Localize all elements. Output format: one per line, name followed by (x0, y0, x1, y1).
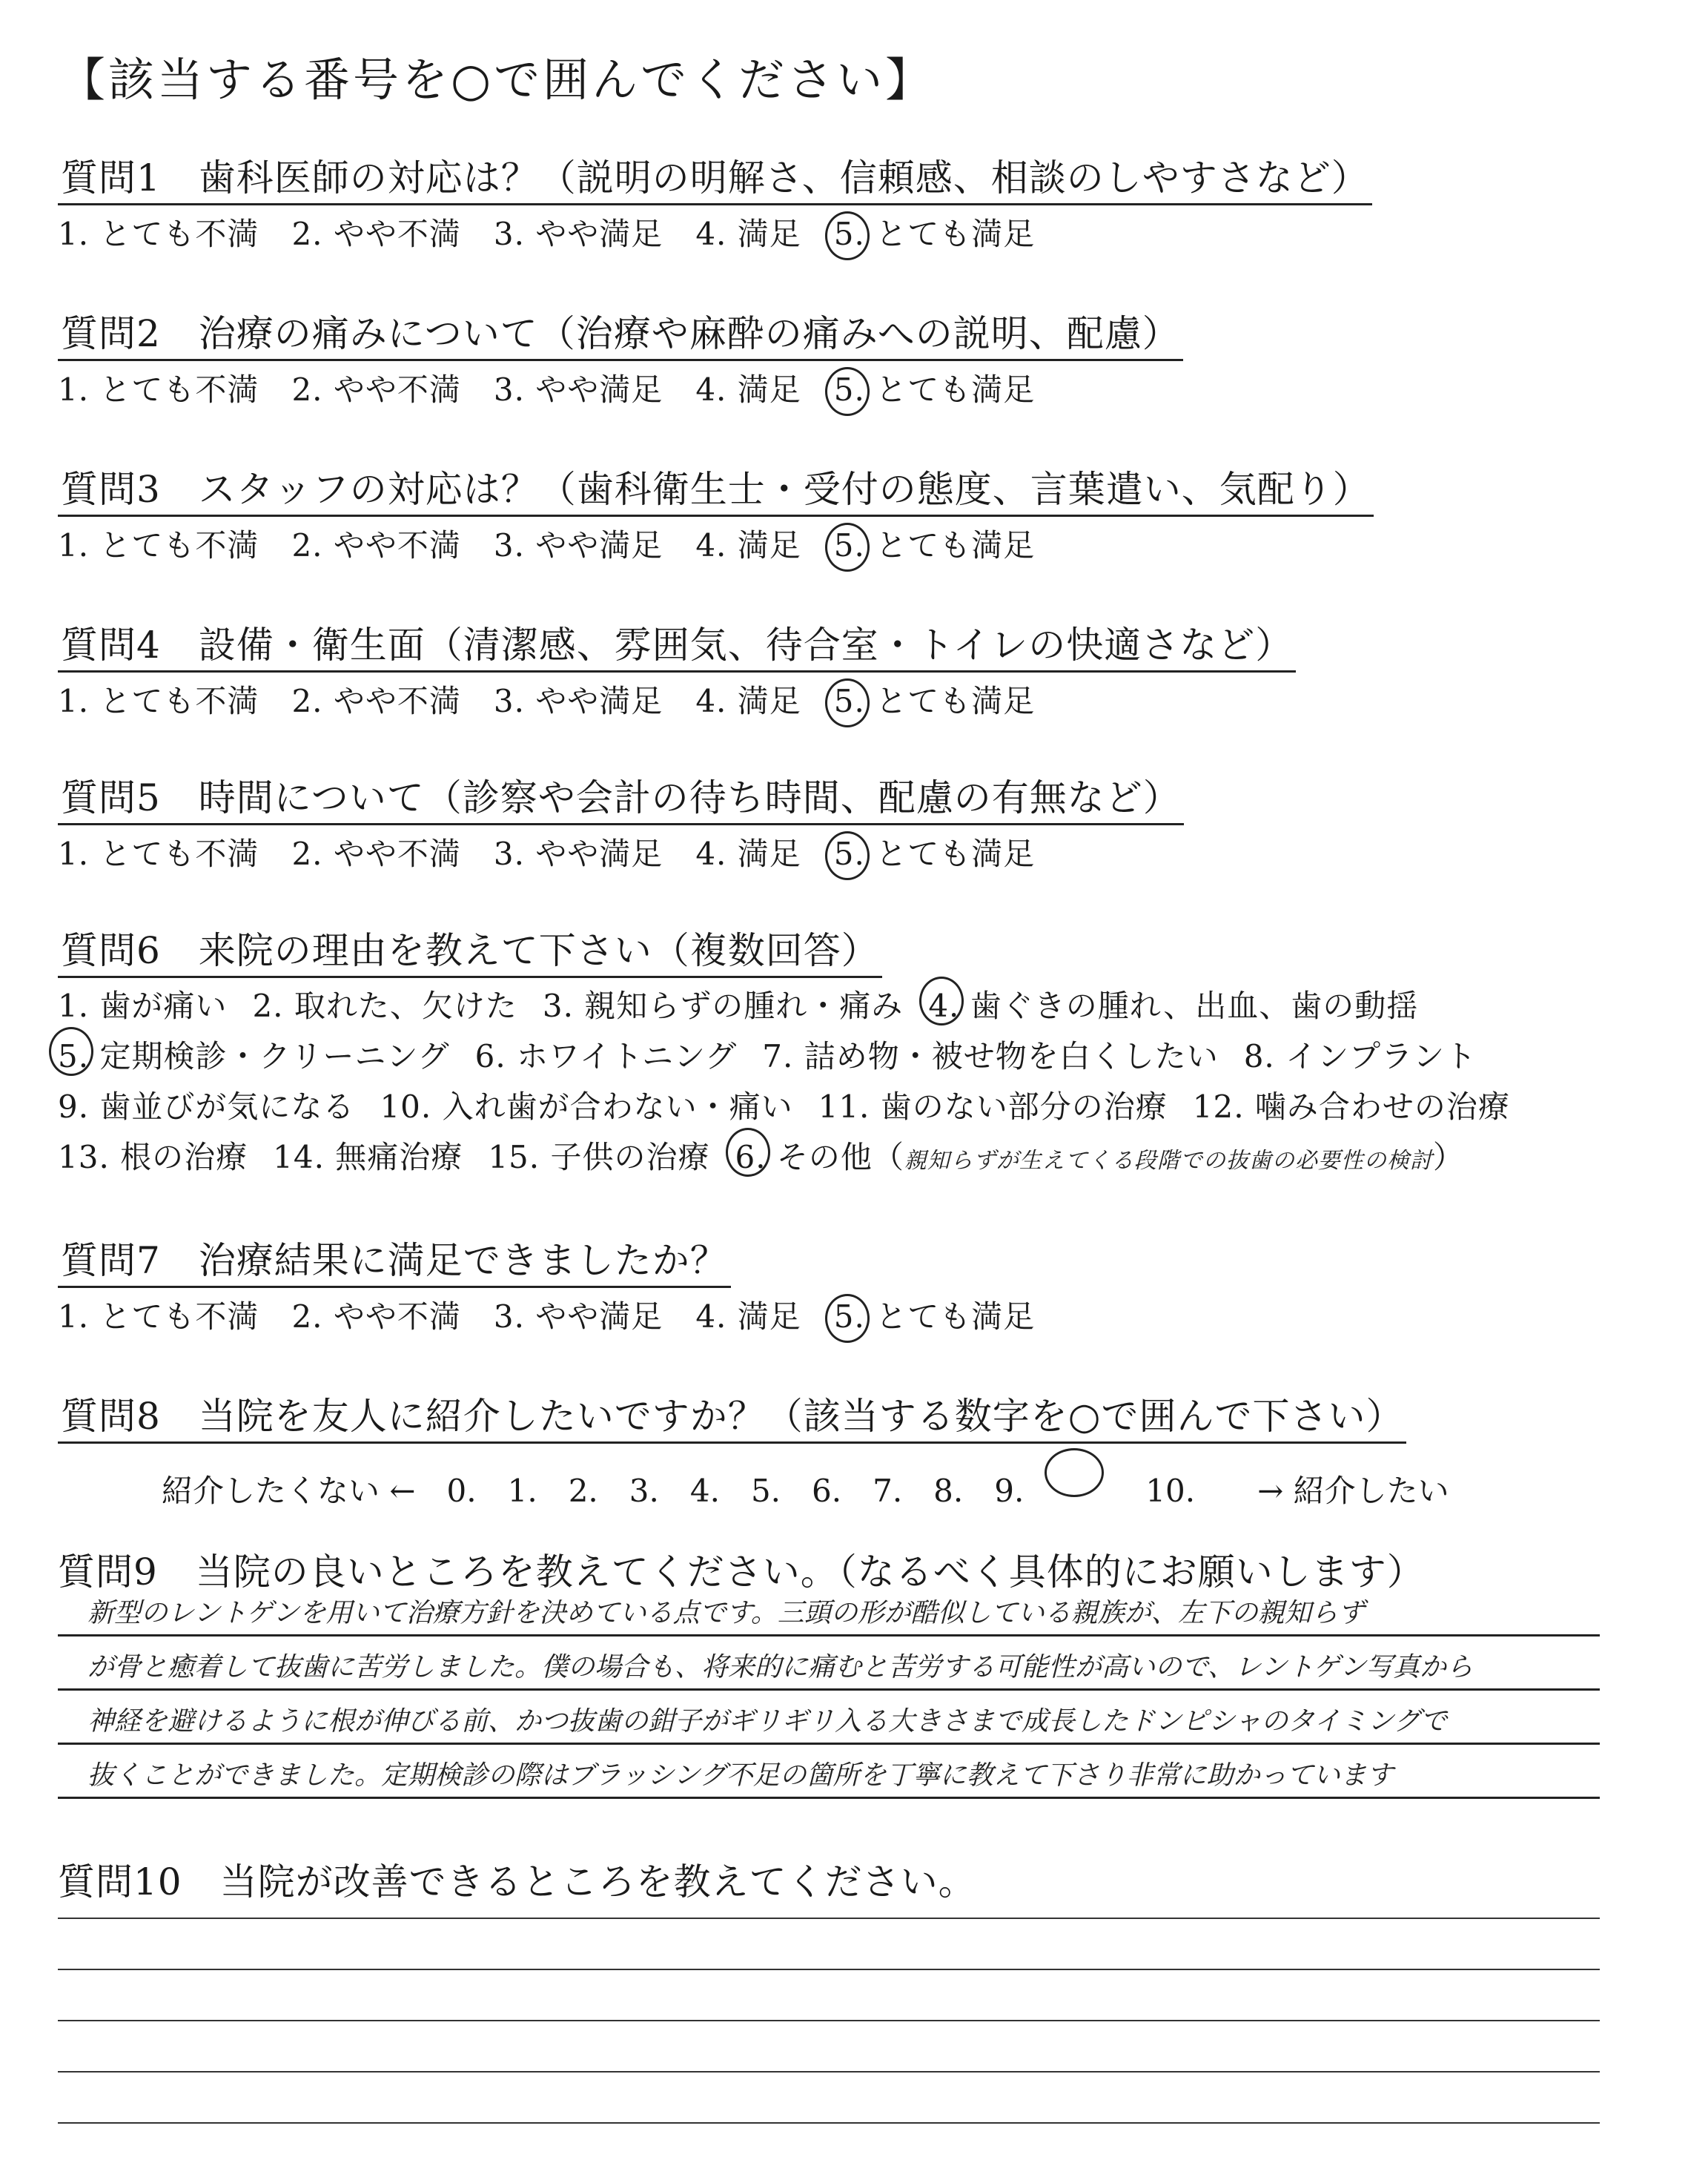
scale-left-label: 紹介したくない ← (162, 1473, 416, 1509)
option-3[interactable]: 3. やや満足 (493, 216, 663, 252)
question-1-title: 質問1 歯科医師の対応は？（説明の明解さ、信頼感、相談のしやすさなど） (58, 148, 1372, 205)
scale-right-label: → 紹介したい (1257, 1473, 1449, 1509)
option-1[interactable]: 1. とても不満 (58, 216, 259, 252)
option-5-selected[interactable]: 5. とても満足 (834, 677, 1035, 721)
question-8-title: 質問8 当院を友人に紹介したいですか？（該当する数字を○で囲んで下さい） (58, 1387, 1406, 1444)
option-2[interactable]: 2. やや不満 (291, 527, 461, 564)
reason-12[interactable]: 12. 噛み合わせの治療 (1192, 1089, 1510, 1125)
answer-circle (919, 977, 964, 1025)
option-1[interactable]: 1. とても不満 (58, 527, 259, 564)
reason-other-selected[interactable]: 6. その他（親知らずが生えてくる段階での抜歯の必要性の検討） (735, 1132, 1464, 1186)
option-2[interactable]: 2. やや不満 (291, 216, 461, 252)
reason-10[interactable]: 10. 入れ歯が合わない・痛い (380, 1089, 793, 1125)
reason-3[interactable]: 3. 親知らずの腫れ・痛み (542, 988, 904, 1024)
answer-circle (825, 367, 870, 416)
option-4[interactable]: 4. 満足 (695, 836, 801, 872)
score-1[interactable]: 1. (507, 1473, 537, 1509)
question-2-title: 質問2 治療の痛みについて（治療や麻酔の痛みへの説明、配慮） (58, 304, 1183, 361)
option-5-selected[interactable]: 5. とても満足 (834, 1292, 1035, 1337)
option-1[interactable]: 1. とても不満 (58, 371, 259, 408)
option-3[interactable]: 3. やや満足 (493, 527, 663, 564)
answer-line-3: 神経を避けるように根が伸びる前、かつ抜歯の鉗子がギリギリ入る大きさまで成長したドンピシャのタイミングで (87, 1706, 1447, 1737)
option-4[interactable]: 4. 満足 (695, 683, 801, 719)
question-9-title: 質問9 当院の良いところを教えてください。（なるべく具体的にお願いします） (58, 1550, 1425, 1593)
option-3[interactable]: 3. やや満足 (493, 836, 663, 872)
page-heading: 【該当する番号を○で囲んでください】 (59, 53, 935, 107)
question-4 (58, 615, 1678, 721)
option-2[interactable]: 2. やや不満 (291, 683, 461, 719)
option-2[interactable]: 2. やや不満 (291, 836, 461, 872)
score-0[interactable]: 0. (446, 1473, 477, 1509)
question-3-title: 質問3 スタッフの対応は？（歯科衛生士・受付の態度、言葉遣い、気配り） (58, 460, 1374, 517)
question-1 (58, 148, 1678, 254)
score-6[interactable]: 6. (812, 1473, 842, 1509)
option-4[interactable]: 4. 満足 (695, 371, 801, 408)
answer-line-2: が骨と癒着して抜歯に苦労しました。僕の場合も、将来的に痛むと苦労する可能性が高いので、レントゲン写真から (87, 1652, 1473, 1682)
question-3 (58, 460, 1678, 566)
reason-4-selected[interactable]: 4. 歯ぐきの腫れ、出血、歯の動揺 (928, 981, 1418, 1031)
reason-11[interactable]: 11. 歯のない部分の治療 (818, 1089, 1168, 1125)
question-9-answer-area[interactable] (58, 1575, 1600, 1799)
answer-line-blank-3[interactable] (58, 2020, 1600, 2021)
question-10 (58, 1852, 1678, 1906)
question-6 (58, 921, 1678, 1186)
question-1-options (58, 210, 1678, 254)
score-8[interactable]: 8. (933, 1473, 964, 1509)
option-5-selected[interactable]: 5. とても満足 (834, 366, 1035, 410)
question-7-options (58, 1292, 1678, 1337)
answer-circle (825, 523, 870, 572)
other-handwritten-answer: 親知らずが生えてくる段階での抜歯の必要性の検討 (904, 1148, 1433, 1174)
option-4[interactable]: 4. 満足 (695, 216, 801, 252)
answer-circle (1045, 1448, 1104, 1497)
answer-circle (825, 678, 870, 727)
question-6-row-4 (58, 1132, 1678, 1186)
question-4-options (58, 677, 1678, 721)
answer-line-blank-2[interactable] (58, 1969, 1600, 1970)
score-7[interactable]: 7. (873, 1473, 903, 1509)
score-5[interactable]: 5. (750, 1473, 781, 1509)
reason-15[interactable]: 15. 子供の治療 (488, 1139, 710, 1175)
option-5-selected[interactable]: 5. とても満足 (834, 521, 1035, 566)
question-2-options (58, 366, 1678, 410)
answer-circle (825, 1294, 870, 1343)
option-3[interactable]: 3. やや満足 (493, 371, 663, 408)
option-3[interactable]: 3. やや満足 (493, 683, 663, 719)
question-10-title: 質問10 当院が改善できるところを教えてください。 (58, 1860, 976, 1903)
option-4[interactable]: 4. 満足 (695, 1298, 801, 1335)
reason-14[interactable]: 14. 無痛治療 (273, 1139, 463, 1175)
score-10-selected[interactable]: 10. (1055, 1453, 1226, 1509)
reason-2[interactable]: 2. 取れた、欠けた (252, 988, 517, 1024)
question-6-row-2 (58, 1031, 1678, 1082)
option-1[interactable]: 1. とても不満 (58, 683, 259, 719)
question-6-row-3 (58, 1082, 1678, 1132)
question-5 (58, 768, 1678, 874)
answer-circle (49, 1027, 93, 1076)
question-5-options (58, 830, 1678, 874)
answer-line-4: 抜くことができました。定期検診の際はブラッシング不足の箇所を丁寧に教えて下さり非常に助かっています (87, 1760, 1394, 1791)
option-1[interactable]: 1. とても不満 (58, 1298, 259, 1335)
score-2[interactable]: 2. (568, 1473, 598, 1509)
score-3[interactable]: 3. (629, 1473, 659, 1509)
option-2[interactable]: 2. やや不満 (291, 1298, 461, 1335)
answer-line-blank-1[interactable] (58, 1918, 1600, 1919)
answer-circle (825, 211, 870, 260)
reason-9[interactable]: 9. 歯並びが気になる (58, 1089, 355, 1125)
option-5-selected[interactable]: 5. とても満足 (834, 210, 1035, 254)
answer-line-blank-4[interactable] (58, 2071, 1600, 2073)
reason-7[interactable]: 7. 詰め物・被せ物を白くしたい (762, 1038, 1219, 1074)
question-7 (58, 1231, 1678, 1337)
question-3-options (58, 521, 1678, 566)
answer-line-blank-5[interactable] (58, 2122, 1600, 2124)
recommend-scale (162, 1453, 1678, 1511)
question-6-title: 質問6 来院の理由を教えて下さい（複数回答） (58, 921, 882, 978)
reason-13[interactable]: 13. 根の治療 (58, 1139, 248, 1175)
option-2[interactable]: 2. やや不満 (291, 371, 461, 408)
option-4[interactable]: 4. 満足 (695, 527, 801, 564)
score-9[interactable]: 9. (994, 1473, 1025, 1509)
reason-8[interactable]: 8. インプラント (1243, 1038, 1477, 1074)
question-5-title: 質問5 時間について（診察や会計の待ち時間、配慮の有無など） (58, 768, 1184, 825)
question-4-title: 質問4 設備・衛生面（清潔感、雰囲気、待合室・トイレの快適さなど） (58, 615, 1296, 673)
reason-1[interactable]: 1. 歯が痛い (58, 988, 228, 1024)
option-3[interactable]: 3. やや満足 (493, 1298, 663, 1335)
answer-circle (825, 831, 870, 880)
option-5-selected[interactable]: 5. とても満足 (834, 830, 1035, 874)
score-4[interactable]: 4. (689, 1473, 720, 1509)
question-7-title: 質問7 治療結果に満足できましたか？ (58, 1231, 731, 1288)
question-6-options (58, 981, 1678, 1186)
option-1[interactable]: 1. とても不満 (58, 836, 259, 872)
question-8 (58, 1387, 1678, 1511)
question-2 (58, 304, 1678, 410)
question-6-row-1 (58, 981, 1678, 1031)
reason-6[interactable]: 6. ホワイトニング (474, 1038, 738, 1074)
reason-5-selected[interactable]: 5. 定期検診・クリーニング (58, 1031, 450, 1082)
answer-line-1: 新型のレントゲンを用いて治療方針を決めている点です。三頭の形が酷似している親族が、左下の親知らず (87, 1598, 1365, 1628)
